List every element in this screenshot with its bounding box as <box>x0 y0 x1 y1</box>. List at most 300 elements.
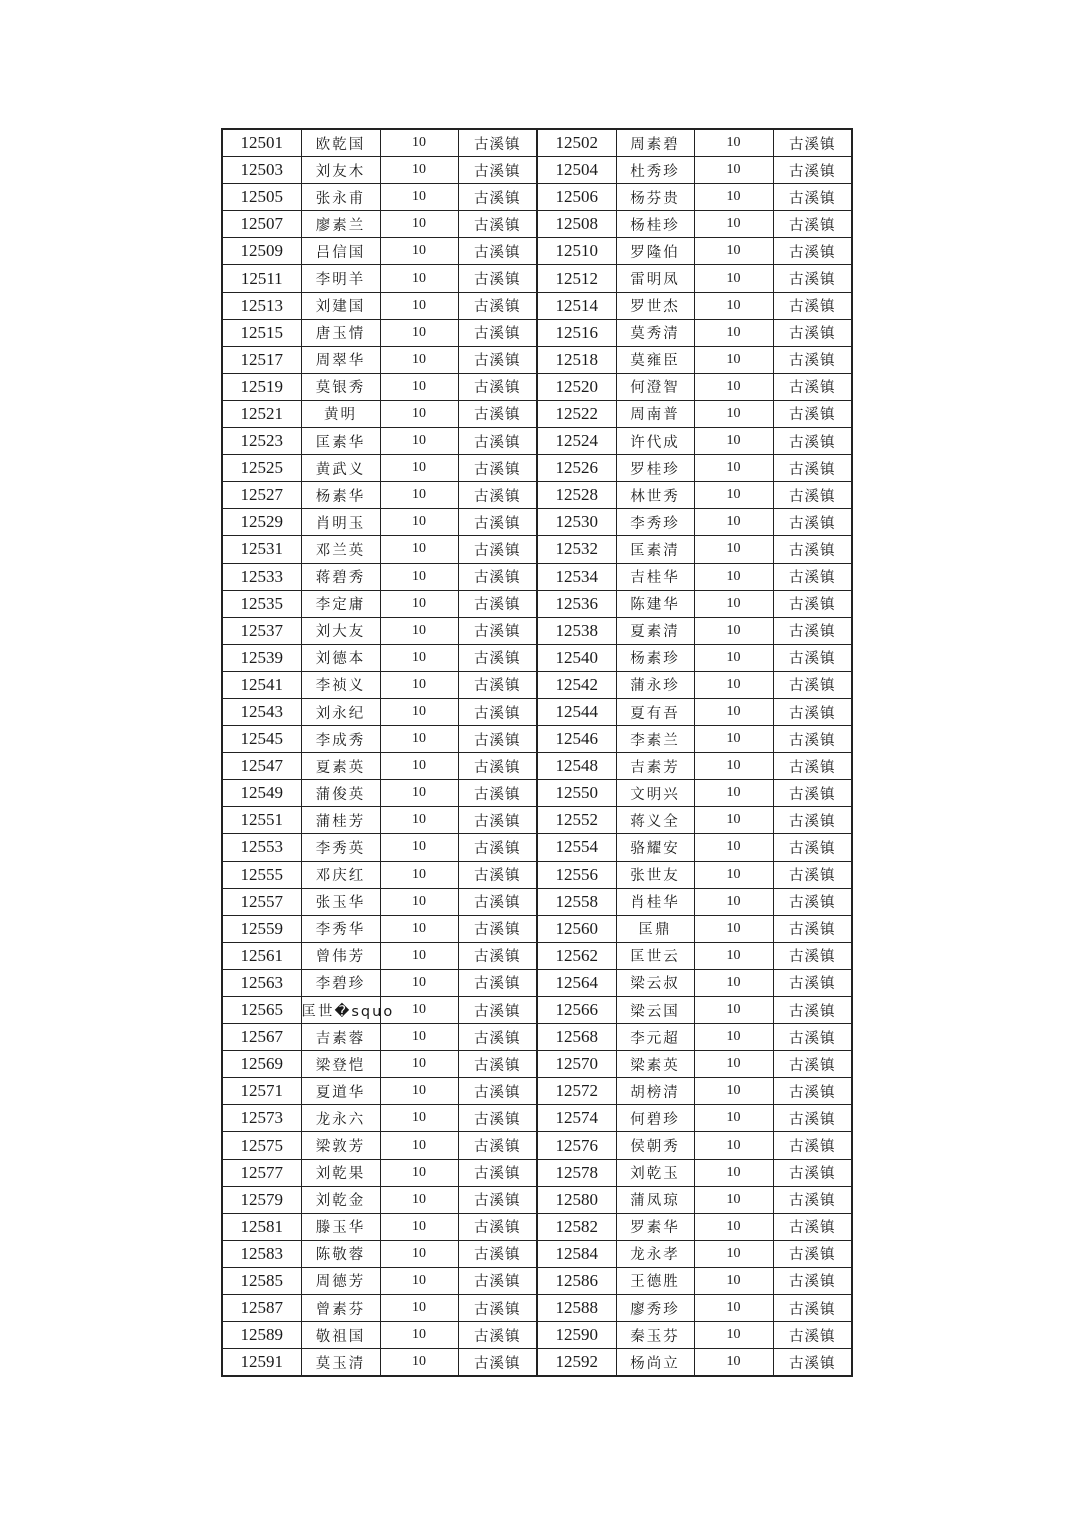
count-cell: 10 <box>380 834 458 861</box>
name-cell: 李秀珍 <box>616 509 694 536</box>
record-id-cell: 12566 <box>537 997 616 1024</box>
name-cell: 杨素华 <box>301 482 380 509</box>
town-cell: 古溪镇 <box>458 400 537 427</box>
town-cell: 古溪镇 <box>458 617 537 644</box>
name-cell: 匡世�squo <box>301 997 380 1024</box>
count-cell: 10 <box>694 1240 773 1267</box>
name-cell: 梁登恺 <box>301 1051 380 1078</box>
record-id-cell: 12564 <box>537 969 616 996</box>
table-row <box>222 915 852 942</box>
record-id-cell: 12537 <box>222 617 301 644</box>
town-cell: 古溪镇 <box>458 265 537 292</box>
town-cell: 古溪镇 <box>458 1078 537 1105</box>
record-id-cell: 12508 <box>537 211 616 238</box>
count-cell: 10 <box>694 238 773 265</box>
name-cell: 莫银秀 <box>301 373 380 400</box>
record-id-cell: 12571 <box>222 1078 301 1105</box>
table-row <box>222 888 852 915</box>
name-cell: 蒋碧秀 <box>301 563 380 590</box>
record-id-cell: 12561 <box>222 942 301 969</box>
table-row <box>222 563 852 590</box>
count-cell: 10 <box>694 536 773 563</box>
count-cell: 10 <box>380 1159 458 1186</box>
name-cell: 梁云国 <box>616 997 694 1024</box>
table-row <box>222 346 852 373</box>
name-cell: 欧乾国 <box>301 129 380 157</box>
count-cell: 10 <box>380 807 458 834</box>
table-row <box>222 780 852 807</box>
record-id-cell: 12587 <box>222 1295 301 1322</box>
count-cell: 10 <box>694 1159 773 1186</box>
name-cell: 张永甫 <box>301 184 380 211</box>
count-cell: 10 <box>380 753 458 780</box>
name-cell: 李定庸 <box>301 590 380 617</box>
table-row <box>222 1159 852 1186</box>
town-cell: 古溪镇 <box>773 1105 852 1132</box>
town-cell: 古溪镇 <box>773 726 852 753</box>
count-cell: 10 <box>694 428 773 455</box>
count-cell: 10 <box>380 969 458 996</box>
name-cell: 蒲永珍 <box>616 671 694 698</box>
count-cell: 10 <box>694 969 773 996</box>
count-cell: 10 <box>694 265 773 292</box>
name-cell: 蒋义全 <box>616 807 694 834</box>
count-cell: 10 <box>380 644 458 671</box>
roster-table <box>221 128 853 1377</box>
record-id-cell: 12592 <box>537 1349 616 1377</box>
count-cell: 10 <box>694 1186 773 1213</box>
name-cell: 刘大友 <box>301 617 380 644</box>
count-cell: 10 <box>694 184 773 211</box>
town-cell: 古溪镇 <box>773 1132 852 1159</box>
town-cell: 古溪镇 <box>773 319 852 346</box>
record-id-cell: 12568 <box>537 1024 616 1051</box>
town-cell: 古溪镇 <box>458 563 537 590</box>
town-cell: 古溪镇 <box>458 1240 537 1267</box>
town-cell: 古溪镇 <box>773 1186 852 1213</box>
count-cell: 10 <box>380 617 458 644</box>
record-id-cell: 12556 <box>537 861 616 888</box>
town-cell: 古溪镇 <box>773 184 852 211</box>
count-cell: 10 <box>694 807 773 834</box>
table-row <box>222 455 852 482</box>
record-id-cell: 12551 <box>222 807 301 834</box>
town-cell: 古溪镇 <box>773 698 852 725</box>
record-id-cell: 12539 <box>222 644 301 671</box>
town-cell: 古溪镇 <box>458 536 537 563</box>
record-id-cell: 12523 <box>222 428 301 455</box>
record-id-cell: 12527 <box>222 482 301 509</box>
town-cell: 古溪镇 <box>773 400 852 427</box>
name-cell: 李成秀 <box>301 726 380 753</box>
town-cell: 古溪镇 <box>773 1240 852 1267</box>
town-cell: 古溪镇 <box>773 644 852 671</box>
name-cell: 李碧珍 <box>301 969 380 996</box>
town-cell: 古溪镇 <box>773 346 852 373</box>
table-row <box>222 1078 852 1105</box>
record-id-cell: 12526 <box>537 455 616 482</box>
town-cell: 古溪镇 <box>458 780 537 807</box>
count-cell: 10 <box>380 1132 458 1159</box>
table-row <box>222 834 852 861</box>
record-id-cell: 12521 <box>222 400 301 427</box>
name-cell: 莫秀清 <box>616 319 694 346</box>
record-id-cell: 12519 <box>222 373 301 400</box>
town-cell: 古溪镇 <box>458 861 537 888</box>
town-cell: 古溪镇 <box>458 1051 537 1078</box>
table-row <box>222 238 852 265</box>
name-cell: 文明兴 <box>616 780 694 807</box>
count-cell: 10 <box>694 997 773 1024</box>
name-cell: 莫玉清 <box>301 1349 380 1377</box>
table-row <box>222 428 852 455</box>
name-cell: 陈敬蓉 <box>301 1240 380 1267</box>
town-cell: 古溪镇 <box>458 1213 537 1240</box>
count-cell: 10 <box>380 238 458 265</box>
record-id-cell: 12553 <box>222 834 301 861</box>
name-cell: 杨桂珍 <box>616 211 694 238</box>
table-row <box>222 373 852 400</box>
count-cell: 10 <box>694 509 773 536</box>
count-cell: 10 <box>694 1024 773 1051</box>
table-row <box>222 1213 852 1240</box>
name-cell: 陈建华 <box>616 590 694 617</box>
record-id-cell: 12524 <box>537 428 616 455</box>
record-id-cell: 12558 <box>537 888 616 915</box>
record-id-cell: 12549 <box>222 780 301 807</box>
name-cell: 罗隆伯 <box>616 238 694 265</box>
town-cell: 古溪镇 <box>458 184 537 211</box>
record-id-cell: 12533 <box>222 563 301 590</box>
count-cell: 10 <box>380 1051 458 1078</box>
count-cell: 10 <box>380 1024 458 1051</box>
count-cell: 10 <box>694 888 773 915</box>
town-cell: 古溪镇 <box>458 698 537 725</box>
town-cell: 古溪镇 <box>458 346 537 373</box>
town-cell: 古溪镇 <box>458 1349 537 1377</box>
table-row <box>222 942 852 969</box>
town-cell: 古溪镇 <box>458 129 537 157</box>
record-id-cell: 12574 <box>537 1105 616 1132</box>
town-cell: 古溪镇 <box>773 238 852 265</box>
count-cell: 10 <box>694 1267 773 1294</box>
count-cell: 10 <box>694 157 773 184</box>
record-id-cell: 12528 <box>537 482 616 509</box>
name-cell: 莫雍臣 <box>616 346 694 373</box>
town-cell: 古溪镇 <box>773 455 852 482</box>
table-row <box>222 1132 852 1159</box>
record-id-cell: 12545 <box>222 726 301 753</box>
name-cell: 滕玉华 <box>301 1213 380 1240</box>
record-id-cell: 12584 <box>537 1240 616 1267</box>
count-cell: 10 <box>694 1349 773 1377</box>
count-cell: 10 <box>694 780 773 807</box>
town-cell: 古溪镇 <box>458 834 537 861</box>
count-cell: 10 <box>694 1213 773 1240</box>
count-cell: 10 <box>380 1322 458 1349</box>
name-cell: 周素碧 <box>616 129 694 157</box>
record-id-cell: 12546 <box>537 726 616 753</box>
record-id-cell: 12516 <box>537 319 616 346</box>
count-cell: 10 <box>694 753 773 780</box>
table-row <box>222 1051 852 1078</box>
record-id-cell: 12578 <box>537 1159 616 1186</box>
name-cell: 梁云叔 <box>616 969 694 996</box>
town-cell: 古溪镇 <box>773 1322 852 1349</box>
table-row <box>222 482 852 509</box>
record-id-cell: 12585 <box>222 1267 301 1294</box>
town-cell: 古溪镇 <box>773 1078 852 1105</box>
name-cell: 蒲桂芳 <box>301 807 380 834</box>
town-cell: 古溪镇 <box>458 726 537 753</box>
name-cell: 黄武义 <box>301 455 380 482</box>
record-id-cell: 12565 <box>222 997 301 1024</box>
town-cell: 古溪镇 <box>458 1105 537 1132</box>
name-cell: 周德芳 <box>301 1267 380 1294</box>
table-row <box>222 590 852 617</box>
name-cell: 李素兰 <box>616 726 694 753</box>
count-cell: 10 <box>694 834 773 861</box>
count-cell: 10 <box>380 536 458 563</box>
name-cell: 曾素芬 <box>301 1295 380 1322</box>
table-row <box>222 807 852 834</box>
town-cell: 古溪镇 <box>773 536 852 563</box>
town-cell: 古溪镇 <box>458 590 537 617</box>
name-cell: 李秀英 <box>301 834 380 861</box>
name-cell: 黄明 <box>301 400 380 427</box>
record-id-cell: 12579 <box>222 1186 301 1213</box>
record-id-cell: 12503 <box>222 157 301 184</box>
count-cell: 10 <box>694 726 773 753</box>
town-cell: 古溪镇 <box>773 1295 852 1322</box>
table-row <box>222 509 852 536</box>
count-cell: 10 <box>380 888 458 915</box>
town-cell: 古溪镇 <box>458 292 537 319</box>
town-cell: 古溪镇 <box>458 455 537 482</box>
record-id-cell: 12518 <box>537 346 616 373</box>
count-cell: 10 <box>380 373 458 400</box>
town-cell: 古溪镇 <box>458 969 537 996</box>
count-cell: 10 <box>380 400 458 427</box>
record-id-cell: 12588 <box>537 1295 616 1322</box>
name-cell: 李祯义 <box>301 671 380 698</box>
town-cell: 古溪镇 <box>458 1295 537 1322</box>
town-cell: 古溪镇 <box>773 1267 852 1294</box>
table-row <box>222 698 852 725</box>
name-cell: 林世秀 <box>616 482 694 509</box>
record-id-cell: 12532 <box>537 536 616 563</box>
town-cell: 古溪镇 <box>773 129 852 157</box>
count-cell: 10 <box>694 1132 773 1159</box>
town-cell: 古溪镇 <box>458 1159 537 1186</box>
table-row <box>222 997 852 1024</box>
record-id-cell: 12547 <box>222 753 301 780</box>
name-cell: 吉桂华 <box>616 563 694 590</box>
record-id-cell: 12530 <box>537 509 616 536</box>
town-cell: 古溪镇 <box>773 211 852 238</box>
record-id-cell: 12514 <box>537 292 616 319</box>
count-cell: 10 <box>694 400 773 427</box>
table-row <box>222 157 852 184</box>
record-id-cell: 12591 <box>222 1349 301 1377</box>
record-id-cell: 12511 <box>222 265 301 292</box>
name-cell: 夏道华 <box>301 1078 380 1105</box>
town-cell: 古溪镇 <box>773 482 852 509</box>
count-cell: 10 <box>694 1322 773 1349</box>
name-cell: 杨芬贵 <box>616 184 694 211</box>
record-id-cell: 12583 <box>222 1240 301 1267</box>
count-cell: 10 <box>380 997 458 1024</box>
record-id-cell: 12520 <box>537 373 616 400</box>
record-id-cell: 12582 <box>537 1213 616 1240</box>
record-id-cell: 12529 <box>222 509 301 536</box>
count-cell: 10 <box>380 915 458 942</box>
name-cell: 胡榜清 <box>616 1078 694 1105</box>
record-id-cell: 12501 <box>222 129 301 157</box>
record-id-cell: 12538 <box>537 617 616 644</box>
name-cell: 敬祖国 <box>301 1322 380 1349</box>
table-row <box>222 1024 852 1051</box>
table-row <box>222 861 852 888</box>
record-id-cell: 12505 <box>222 184 301 211</box>
count-cell: 10 <box>380 942 458 969</box>
count-cell: 10 <box>694 644 773 671</box>
record-id-cell: 12580 <box>537 1186 616 1213</box>
name-cell: 肖桂华 <box>616 888 694 915</box>
town-cell: 古溪镇 <box>773 590 852 617</box>
name-cell: 许代成 <box>616 428 694 455</box>
name-cell: 吉素芳 <box>616 753 694 780</box>
name-cell: 张玉华 <box>301 888 380 915</box>
count-cell: 10 <box>694 942 773 969</box>
record-id-cell: 12541 <box>222 671 301 698</box>
count-cell: 10 <box>380 563 458 590</box>
record-id-cell: 12536 <box>537 590 616 617</box>
name-cell: 何澄智 <box>616 373 694 400</box>
town-cell: 古溪镇 <box>458 997 537 1024</box>
count-cell: 10 <box>380 1186 458 1213</box>
town-cell: 古溪镇 <box>458 482 537 509</box>
count-cell: 10 <box>380 861 458 888</box>
town-cell: 古溪镇 <box>773 1159 852 1186</box>
name-cell: 周翠华 <box>301 346 380 373</box>
table-row <box>222 319 852 346</box>
table-row <box>222 726 852 753</box>
name-cell: 唐玉情 <box>301 319 380 346</box>
count-cell: 10 <box>380 428 458 455</box>
town-cell: 古溪镇 <box>773 861 852 888</box>
count-cell: 10 <box>380 671 458 698</box>
record-id-cell: 12517 <box>222 346 301 373</box>
table-row <box>222 129 852 157</box>
name-cell: 廖秀珍 <box>616 1295 694 1322</box>
count-cell: 10 <box>694 861 773 888</box>
table-row <box>222 617 852 644</box>
town-cell: 古溪镇 <box>458 238 537 265</box>
name-cell: 王德胜 <box>616 1267 694 1294</box>
record-id-cell: 12544 <box>537 698 616 725</box>
town-cell: 古溪镇 <box>458 509 537 536</box>
name-cell: 肖明玉 <box>301 509 380 536</box>
count-cell: 10 <box>694 292 773 319</box>
count-cell: 10 <box>694 1078 773 1105</box>
table-row <box>222 1349 852 1377</box>
name-cell: 李明羊 <box>301 265 380 292</box>
name-cell: 匡世云 <box>616 942 694 969</box>
count-cell: 10 <box>694 1105 773 1132</box>
count-cell: 10 <box>694 455 773 482</box>
town-cell: 古溪镇 <box>773 969 852 996</box>
count-cell: 10 <box>380 482 458 509</box>
record-id-cell: 12509 <box>222 238 301 265</box>
count-cell: 10 <box>694 373 773 400</box>
record-id-cell: 12543 <box>222 698 301 725</box>
count-cell: 10 <box>380 292 458 319</box>
name-cell: 曾伟芳 <box>301 942 380 969</box>
name-cell: 侯朝秀 <box>616 1132 694 1159</box>
name-cell: 梁素英 <box>616 1051 694 1078</box>
town-cell: 古溪镇 <box>458 1322 537 1349</box>
record-id-cell: 12572 <box>537 1078 616 1105</box>
record-id-cell: 12575 <box>222 1132 301 1159</box>
count-cell: 10 <box>694 563 773 590</box>
record-id-cell: 12552 <box>537 807 616 834</box>
table-row <box>222 536 852 563</box>
count-cell: 10 <box>380 1078 458 1105</box>
record-id-cell: 12507 <box>222 211 301 238</box>
record-id-cell: 12525 <box>222 455 301 482</box>
record-id-cell: 12573 <box>222 1105 301 1132</box>
town-cell: 古溪镇 <box>458 1132 537 1159</box>
record-id-cell: 12535 <box>222 590 301 617</box>
count-cell: 10 <box>694 617 773 644</box>
town-cell: 古溪镇 <box>773 1213 852 1240</box>
record-id-cell: 12506 <box>537 184 616 211</box>
name-cell: 夏素清 <box>616 617 694 644</box>
town-cell: 古溪镇 <box>458 942 537 969</box>
town-cell: 古溪镇 <box>773 617 852 644</box>
table-row <box>222 400 852 427</box>
town-cell: 古溪镇 <box>773 780 852 807</box>
table-row <box>222 1105 852 1132</box>
record-id-cell: 12512 <box>537 265 616 292</box>
record-id-cell: 12554 <box>537 834 616 861</box>
record-id-cell: 12559 <box>222 915 301 942</box>
roster-table-body <box>222 129 852 1376</box>
name-cell: 杨素珍 <box>616 644 694 671</box>
count-cell: 10 <box>380 1213 458 1240</box>
count-cell: 10 <box>694 590 773 617</box>
town-cell: 古溪镇 <box>458 1024 537 1051</box>
town-cell: 古溪镇 <box>458 428 537 455</box>
name-cell: 吕信国 <box>301 238 380 265</box>
record-id-cell: 12513 <box>222 292 301 319</box>
count-cell: 10 <box>694 129 773 157</box>
name-cell: 梁敦芳 <box>301 1132 380 1159</box>
record-id-cell: 12504 <box>537 157 616 184</box>
town-cell: 古溪镇 <box>773 671 852 698</box>
name-cell: 邓兰英 <box>301 536 380 563</box>
count-cell: 10 <box>694 915 773 942</box>
table-row <box>222 1240 852 1267</box>
name-cell: 秦玉芬 <box>616 1322 694 1349</box>
name-cell: 李秀华 <box>301 915 380 942</box>
record-id-cell: 12576 <box>537 1132 616 1159</box>
name-cell: 龙永孝 <box>616 1240 694 1267</box>
name-cell: 廖素兰 <box>301 211 380 238</box>
count-cell: 10 <box>380 211 458 238</box>
name-cell: 张世友 <box>616 861 694 888</box>
